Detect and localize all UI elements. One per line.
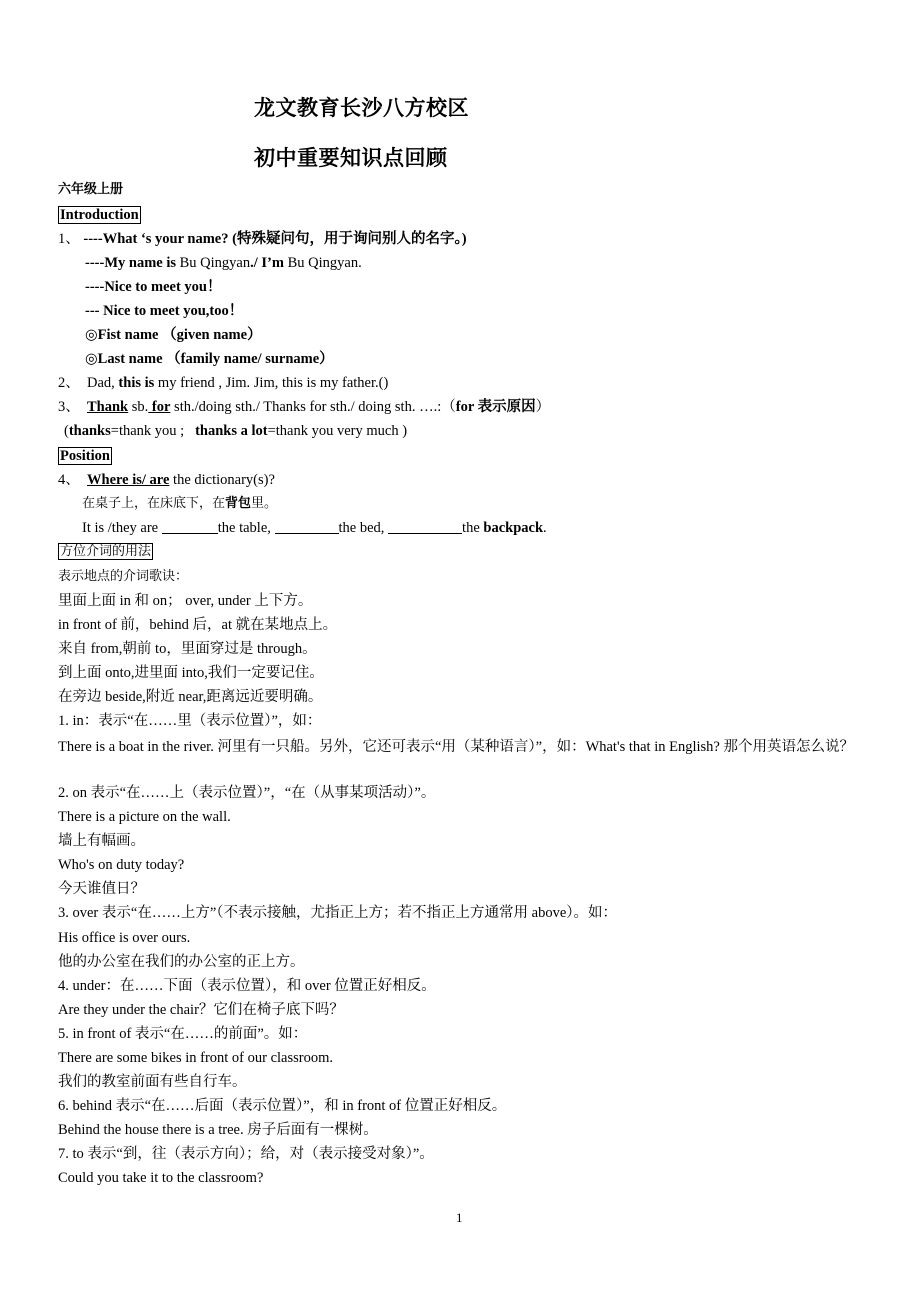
text: sb. [128, 399, 149, 415]
example-line: 5. in front of 表示“在……的前面”。如： [58, 1026, 308, 1042]
example-line: 今天谁值日？ [58, 881, 145, 897]
item-number: 4、 [58, 472, 80, 488]
text-bold: for 表示原因 [455, 399, 536, 415]
example-line: There are some bikes in front of our classroom. [58, 1050, 334, 1066]
text-bold: 背包 [225, 496, 252, 511]
example-line: 他的办公室在我们的办公室的正上方。 [58, 954, 305, 970]
text: ） [535, 399, 551, 415]
example-line: 3. over 表示“在……上方”（不表示接触，尤指正上方；若不指正上方通常用 above）。如： [58, 905, 618, 921]
prep-label: 方位介词的用法 [60, 544, 152, 559]
text-bold: thanks a lot [195, 423, 268, 439]
intro-line-3: ----Nice to meet you！ [85, 279, 222, 295]
item-number: 3、 [58, 399, 80, 415]
text: the [462, 520, 484, 536]
text-bold: backpack [483, 520, 544, 536]
text: 里。 [251, 496, 278, 511]
text: =thank you ; [110, 423, 188, 439]
example-line: 2. on 表示“在……上（表示位置）”，“在（从事某项活动）”。 [58, 785, 436, 801]
prep-section [58, 542, 153, 562]
text: the dictionary(s)? [169, 472, 275, 488]
answer-bold: ----My name is [85, 255, 177, 271]
question-text: ----What ‘s your name? (特殊疑问句，用于询问别人的名字。) [83, 231, 467, 247]
example-line: His office is over ours. [58, 930, 191, 946]
example-line: Behind the house there is a tree. 房子后面有一棵树。 [58, 1122, 378, 1138]
text: the table, [217, 520, 275, 536]
rhyme-line: 到上面 onto,进里面 into,我们一定要记住。 [58, 665, 324, 681]
intro-line-4: --- Nice to meet you,too！ [85, 303, 244, 319]
intro-line-6: ◎Last name （family name/ surname） [85, 351, 334, 367]
example-line: There is a picture on the wall. [58, 809, 231, 825]
intro-line-9 [64, 421, 407, 441]
page-title: 龙文教育长沙八方校区 [254, 96, 469, 120]
position-line-3 [82, 518, 547, 538]
example-line: Who's on duty today? [58, 857, 185, 873]
fill-blank [275, 519, 339, 534]
text: Dad, [87, 375, 115, 391]
text: the bed, [338, 520, 389, 536]
example-line: There is a boat in the river. 河里有一只船。另外，它还可表示“用（某种语言）”，如：What's that in English? 那个用英语怎么说？ [58, 739, 854, 755]
text-bold: this is [114, 375, 155, 391]
example-line: Could you take it to the classroom? [58, 1170, 264, 1186]
example-line: 我们的教室前面有些自行车。 [58, 1074, 247, 1090]
position-section [58, 446, 112, 466]
answer-text-2: Bu Qingyan. [283, 255, 362, 271]
example-line: 1. in：表示“在……里（表示位置）”，如： [58, 713, 322, 729]
example-line: 4. under：在……下面（表示位置），和 over 位置正好相反。 [58, 978, 436, 994]
rhyme-line: 里面上面 in 和 on； over, under 上下方。 [58, 593, 313, 609]
text-underline: for [148, 399, 171, 415]
fill-blank [388, 519, 462, 534]
text-underline: Thank [87, 399, 129, 415]
intro-line-7 [58, 373, 388, 393]
item-number: 1、 [58, 231, 80, 247]
intro-line-8 [58, 397, 550, 417]
position-line-1 [58, 470, 275, 490]
example-line: 6. behind 表示“在……后面（表示位置）”，和 in front of 位置正好相反。 [58, 1098, 507, 1114]
rhyme-line: 在旁边 beside,附近 near,距离远近要明确。 [58, 689, 323, 705]
page-number: 1 [456, 1210, 463, 1225]
rhyme-line: 表示地点的介词歌诀： [58, 569, 189, 584]
introduction-label: Introduction [60, 207, 139, 223]
rhyme-line: in front of 前，behind 后，at 就在某地点上。 [58, 617, 338, 633]
intro-line-5: ◎Fist name （given name） [85, 327, 262, 343]
text-bold: thanks [68, 423, 111, 439]
example-line: 7. to 表示“到，往（表示方向）；给，对（表示接受对象）”。 [58, 1146, 434, 1162]
intro-section [58, 205, 141, 225]
text: ( [64, 423, 69, 439]
text: =thank you very much ) [267, 423, 408, 439]
answer-bold-2: ./ I’m [250, 255, 284, 271]
fill-blank [162, 519, 218, 534]
item-number: 2、 [58, 375, 80, 391]
text: my friend , Jim. Jim, this is my father.() [154, 375, 389, 391]
answer-text: Bu Qingyan [176, 255, 251, 271]
position-line-2 [82, 494, 277, 514]
example-line: 墙上有幅画。 [58, 833, 145, 849]
intro-line-2 [85, 253, 362, 273]
text: . [543, 520, 547, 536]
text: sth./doing sth./ Thanks for sth./ doing sth. ….:（ [170, 399, 456, 415]
page-subtitle: 初中重要知识点回顾 [254, 146, 448, 170]
text: 在桌子上，在床底下，在 [82, 496, 226, 511]
text-underline: Where is/ are [87, 472, 170, 488]
example-line: Are they under the chair？它们在椅子底下吗？ [58, 1002, 344, 1018]
rhyme-line: 来自 from,朝前 to，里面穿过是 through。 [58, 641, 317, 657]
text: It is /they are [82, 520, 162, 536]
position-label: Position [60, 448, 110, 464]
intro-line-1 [58, 229, 467, 249]
grade-heading: 六年级上册 [58, 182, 124, 197]
